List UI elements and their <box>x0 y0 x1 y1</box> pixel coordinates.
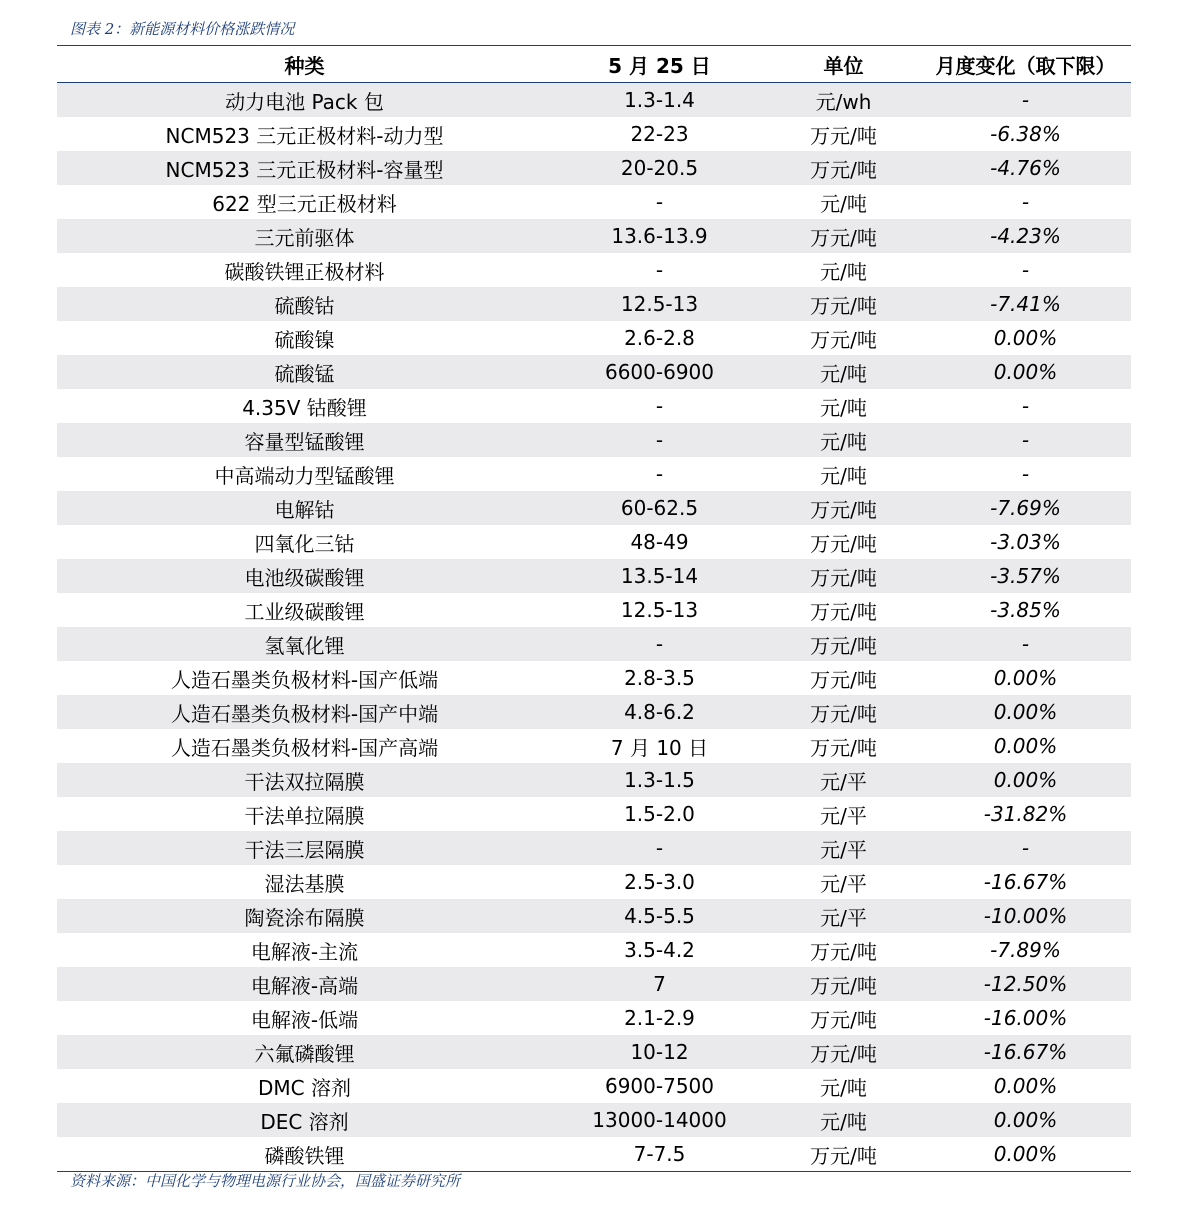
table-row <box>57 355 1131 389</box>
unit-cell: 万元/吨 <box>810 939 877 964</box>
price-cell: 6900-7500 <box>604 1074 714 1098</box>
category-cell: 工业级碳酸锂 <box>244 599 365 624</box>
price-cell: 3.5-4.2 <box>624 938 695 962</box>
change-cell: -16.00% <box>983 1006 1068 1030</box>
price-cell: 1.3-1.5 <box>624 768 695 792</box>
category-cell: 电解液-低端 <box>250 1007 359 1032</box>
unit-cell: 元/平 <box>820 803 867 828</box>
category-cell: 磷酸铁锂 <box>264 1143 345 1168</box>
change-cell: 0.00% <box>993 326 1058 350</box>
change-cell: - <box>1021 258 1030 282</box>
unit-cell: 万元/吨 <box>810 327 877 352</box>
price-table <box>57 45 1131 1172</box>
category-cell: 干法双拉隔膜 <box>244 769 365 794</box>
change-cell: - <box>1021 190 1030 214</box>
table-row <box>57 491 1131 525</box>
price-cell: 1.3-1.4 <box>624 88 695 112</box>
unit-cell: 元/吨 <box>820 1075 867 1100</box>
change-cell: -3.03% <box>990 530 1061 554</box>
table-row <box>57 1103 1131 1137</box>
category-cell: 硫酸钴 <box>274 293 335 318</box>
price-cell: 1.5-2.0 <box>624 802 695 826</box>
unit-cell: 元/平 <box>820 769 867 794</box>
price-cell: 2.5-3.0 <box>624 870 695 894</box>
table-row <box>57 185 1131 219</box>
table-row <box>57 865 1131 899</box>
price-cell: 2.1-2.9 <box>624 1006 695 1030</box>
table-row <box>57 797 1131 831</box>
table-row <box>57 661 1131 695</box>
table-body <box>57 83 1131 1171</box>
change-cell: - <box>1021 632 1030 656</box>
price-cell: 20-20.5 <box>620 156 699 180</box>
category-cell: 电解钴 <box>274 497 335 522</box>
unit-cell: 万元/吨 <box>810 225 877 250</box>
price-cell: - <box>655 258 664 282</box>
table-row <box>57 695 1131 729</box>
table-row <box>57 117 1131 151</box>
unit-cell: 元/吨 <box>820 429 867 454</box>
unit-cell: 万元/吨 <box>810 735 877 760</box>
table-row <box>57 219 1131 253</box>
price-cell: 12.5-13 <box>620 292 699 316</box>
category-cell: 干法三层隔膜 <box>244 837 365 862</box>
category-cell: 三元前驱体 <box>254 225 355 250</box>
change-cell: 0.00% <box>993 360 1058 384</box>
table-row <box>57 151 1131 185</box>
change-cell: 0.00% <box>993 768 1058 792</box>
unit-cell: 元/吨 <box>820 463 867 488</box>
table-row <box>57 253 1131 287</box>
price-cell: 13000-14000 <box>592 1108 727 1132</box>
price-cell: - <box>655 632 664 656</box>
category-cell: 硫酸镍 <box>274 327 335 352</box>
category-cell: NCM523 三元正极材料-容量型 <box>165 157 444 182</box>
change-cell: -7.69% <box>990 496 1061 520</box>
change-cell: - <box>1021 462 1030 486</box>
unit-cell: 万元/吨 <box>810 293 877 318</box>
unit-cell: 元/吨 <box>820 395 867 420</box>
figure-caption: 图表 2：新能源材料价格涨跌情况 <box>70 20 295 38</box>
source-note: 资料来源：中国化学与物理电源行业协会，国盛证券研究所 <box>70 1172 461 1190</box>
category-cell: 动力电池 Pack 包 <box>225 89 384 114</box>
table-row <box>57 593 1131 627</box>
change-cell: - <box>1021 394 1030 418</box>
table-row <box>57 899 1131 933</box>
price-cell: 7 月 10 日 <box>610 735 709 760</box>
unit-cell: 万元/吨 <box>810 667 877 692</box>
change-cell: -4.23% <box>990 224 1061 248</box>
price-cell: 12.5-13 <box>620 598 699 622</box>
table-row <box>57 831 1131 865</box>
change-cell: - <box>1021 836 1030 860</box>
header-category: 种类 <box>284 53 325 78</box>
change-cell: -3.57% <box>990 564 1061 588</box>
unit-cell: 元/吨 <box>820 1109 867 1134</box>
category-cell: NCM523 三元正极材料-动力型 <box>165 123 444 148</box>
price-cell: 2.6-2.8 <box>624 326 695 350</box>
table-row <box>57 559 1131 593</box>
category-cell: 容量型锰酸锂 <box>244 429 365 454</box>
change-cell: 0.00% <box>993 1074 1058 1098</box>
change-cell: -16.67% <box>983 1040 1068 1064</box>
price-cell: 7 <box>653 972 666 996</box>
table-row <box>57 1069 1131 1103</box>
change-cell: 0.00% <box>993 1142 1058 1166</box>
unit-cell: 万元/吨 <box>810 1041 877 1066</box>
category-cell: 氢氧化锂 <box>264 633 345 658</box>
unit-cell: 万元/吨 <box>810 633 877 658</box>
category-cell: 硫酸锰 <box>274 361 335 386</box>
change-cell: 0.00% <box>993 1108 1058 1132</box>
change-cell: -7.41% <box>990 292 1061 316</box>
table-row <box>57 729 1131 763</box>
unit-cell: 元/平 <box>820 871 867 896</box>
header-unit: 单位 <box>823 53 864 78</box>
table-row <box>57 525 1131 559</box>
change-cell: - <box>1021 428 1030 452</box>
unit-cell: 元/平 <box>820 905 867 930</box>
change-cell: - <box>1021 88 1030 112</box>
category-cell: 电池级碳酸锂 <box>244 565 365 590</box>
header-date: 5 月 25 日 <box>608 53 711 78</box>
price-cell: 13.6-13.9 <box>611 224 708 248</box>
table-header-row <box>57 46 1131 83</box>
category-cell: 电解液-主流 <box>250 939 359 964</box>
change-cell: -4.76% <box>990 156 1061 180</box>
unit-cell: 万元/吨 <box>810 1007 877 1032</box>
table-row <box>57 423 1131 457</box>
category-cell: 电解液-高端 <box>250 973 359 998</box>
change-cell: 0.00% <box>993 666 1058 690</box>
unit-cell: 元/平 <box>820 837 867 862</box>
price-cell: - <box>655 190 664 214</box>
price-cell: - <box>655 462 664 486</box>
change-cell: -16.67% <box>983 870 1068 894</box>
price-cell: - <box>655 428 664 452</box>
unit-cell: 元/吨 <box>820 361 867 386</box>
category-cell: 622 型三元正极材料 <box>212 191 397 216</box>
category-cell: 人造石墨类负极材料-国产高端 <box>170 735 439 760</box>
change-cell: 0.00% <box>993 734 1058 758</box>
category-cell: 人造石墨类负极材料-国产低端 <box>170 667 439 692</box>
unit-cell: 元/wh <box>815 89 872 114</box>
unit-cell: 万元/吨 <box>810 701 877 726</box>
category-cell: 中高端动力型锰酸锂 <box>214 463 395 488</box>
price-cell: 48-49 <box>630 530 689 554</box>
table-row <box>57 321 1131 355</box>
table-row <box>57 83 1131 117</box>
change-cell: 0.00% <box>993 700 1058 724</box>
price-cell: 2.8-3.5 <box>624 666 695 690</box>
price-cell: 13.5-14 <box>620 564 699 588</box>
price-cell: 6600-6900 <box>604 360 714 384</box>
unit-cell: 万元/吨 <box>810 599 877 624</box>
category-cell: 湿法基膜 <box>264 871 345 896</box>
table-row <box>57 1001 1131 1035</box>
change-cell: -10.00% <box>983 904 1068 928</box>
table-row <box>57 389 1131 423</box>
table-row <box>57 1137 1131 1171</box>
table-row <box>57 1035 1131 1069</box>
change-cell: -3.85% <box>990 598 1061 622</box>
unit-cell: 万元/吨 <box>810 973 877 998</box>
unit-cell: 万元/吨 <box>810 531 877 556</box>
unit-cell: 万元/吨 <box>810 123 877 148</box>
table-row <box>57 763 1131 797</box>
unit-cell: 元/吨 <box>820 191 867 216</box>
price-cell: 60-62.5 <box>620 496 699 520</box>
category-cell: 陶瓷涂布隔膜 <box>244 905 365 930</box>
unit-cell: 万元/吨 <box>810 157 877 182</box>
price-cell: 10-12 <box>630 1040 689 1064</box>
price-cell: 7-7.5 <box>633 1142 686 1166</box>
change-cell: -31.82% <box>983 802 1068 826</box>
price-cell: - <box>655 836 664 860</box>
price-cell: 22-23 <box>630 122 689 146</box>
category-cell: 4.35V 钴酸锂 <box>242 395 367 420</box>
unit-cell: 万元/吨 <box>810 497 877 522</box>
unit-cell: 元/吨 <box>820 259 867 284</box>
category-cell: DEC 溶剂 <box>260 1109 349 1134</box>
header-monthly-change: 月度变化（取下限） <box>935 53 1116 78</box>
table-row <box>57 287 1131 321</box>
category-cell: 人造石墨类负极材料-国产中端 <box>170 701 439 726</box>
change-cell: -7.89% <box>990 938 1061 962</box>
table-row <box>57 933 1131 967</box>
price-cell: - <box>655 394 664 418</box>
unit-cell: 万元/吨 <box>810 565 877 590</box>
category-cell: 干法单拉隔膜 <box>244 803 365 828</box>
category-cell: DMC 溶剂 <box>258 1075 351 1100</box>
price-cell: 4.8-6.2 <box>624 700 695 724</box>
category-cell: 四氧化三钴 <box>254 531 355 556</box>
price-cell: 4.5-5.5 <box>624 904 695 928</box>
table-row <box>57 967 1131 1001</box>
category-cell: 六氟磷酸锂 <box>254 1041 355 1066</box>
change-cell: -6.38% <box>990 122 1061 146</box>
table-row <box>57 627 1131 661</box>
category-cell: 碳酸铁锂正极材料 <box>224 259 385 284</box>
unit-cell: 万元/吨 <box>810 1143 877 1168</box>
table-row <box>57 457 1131 491</box>
change-cell: -12.50% <box>983 972 1068 996</box>
